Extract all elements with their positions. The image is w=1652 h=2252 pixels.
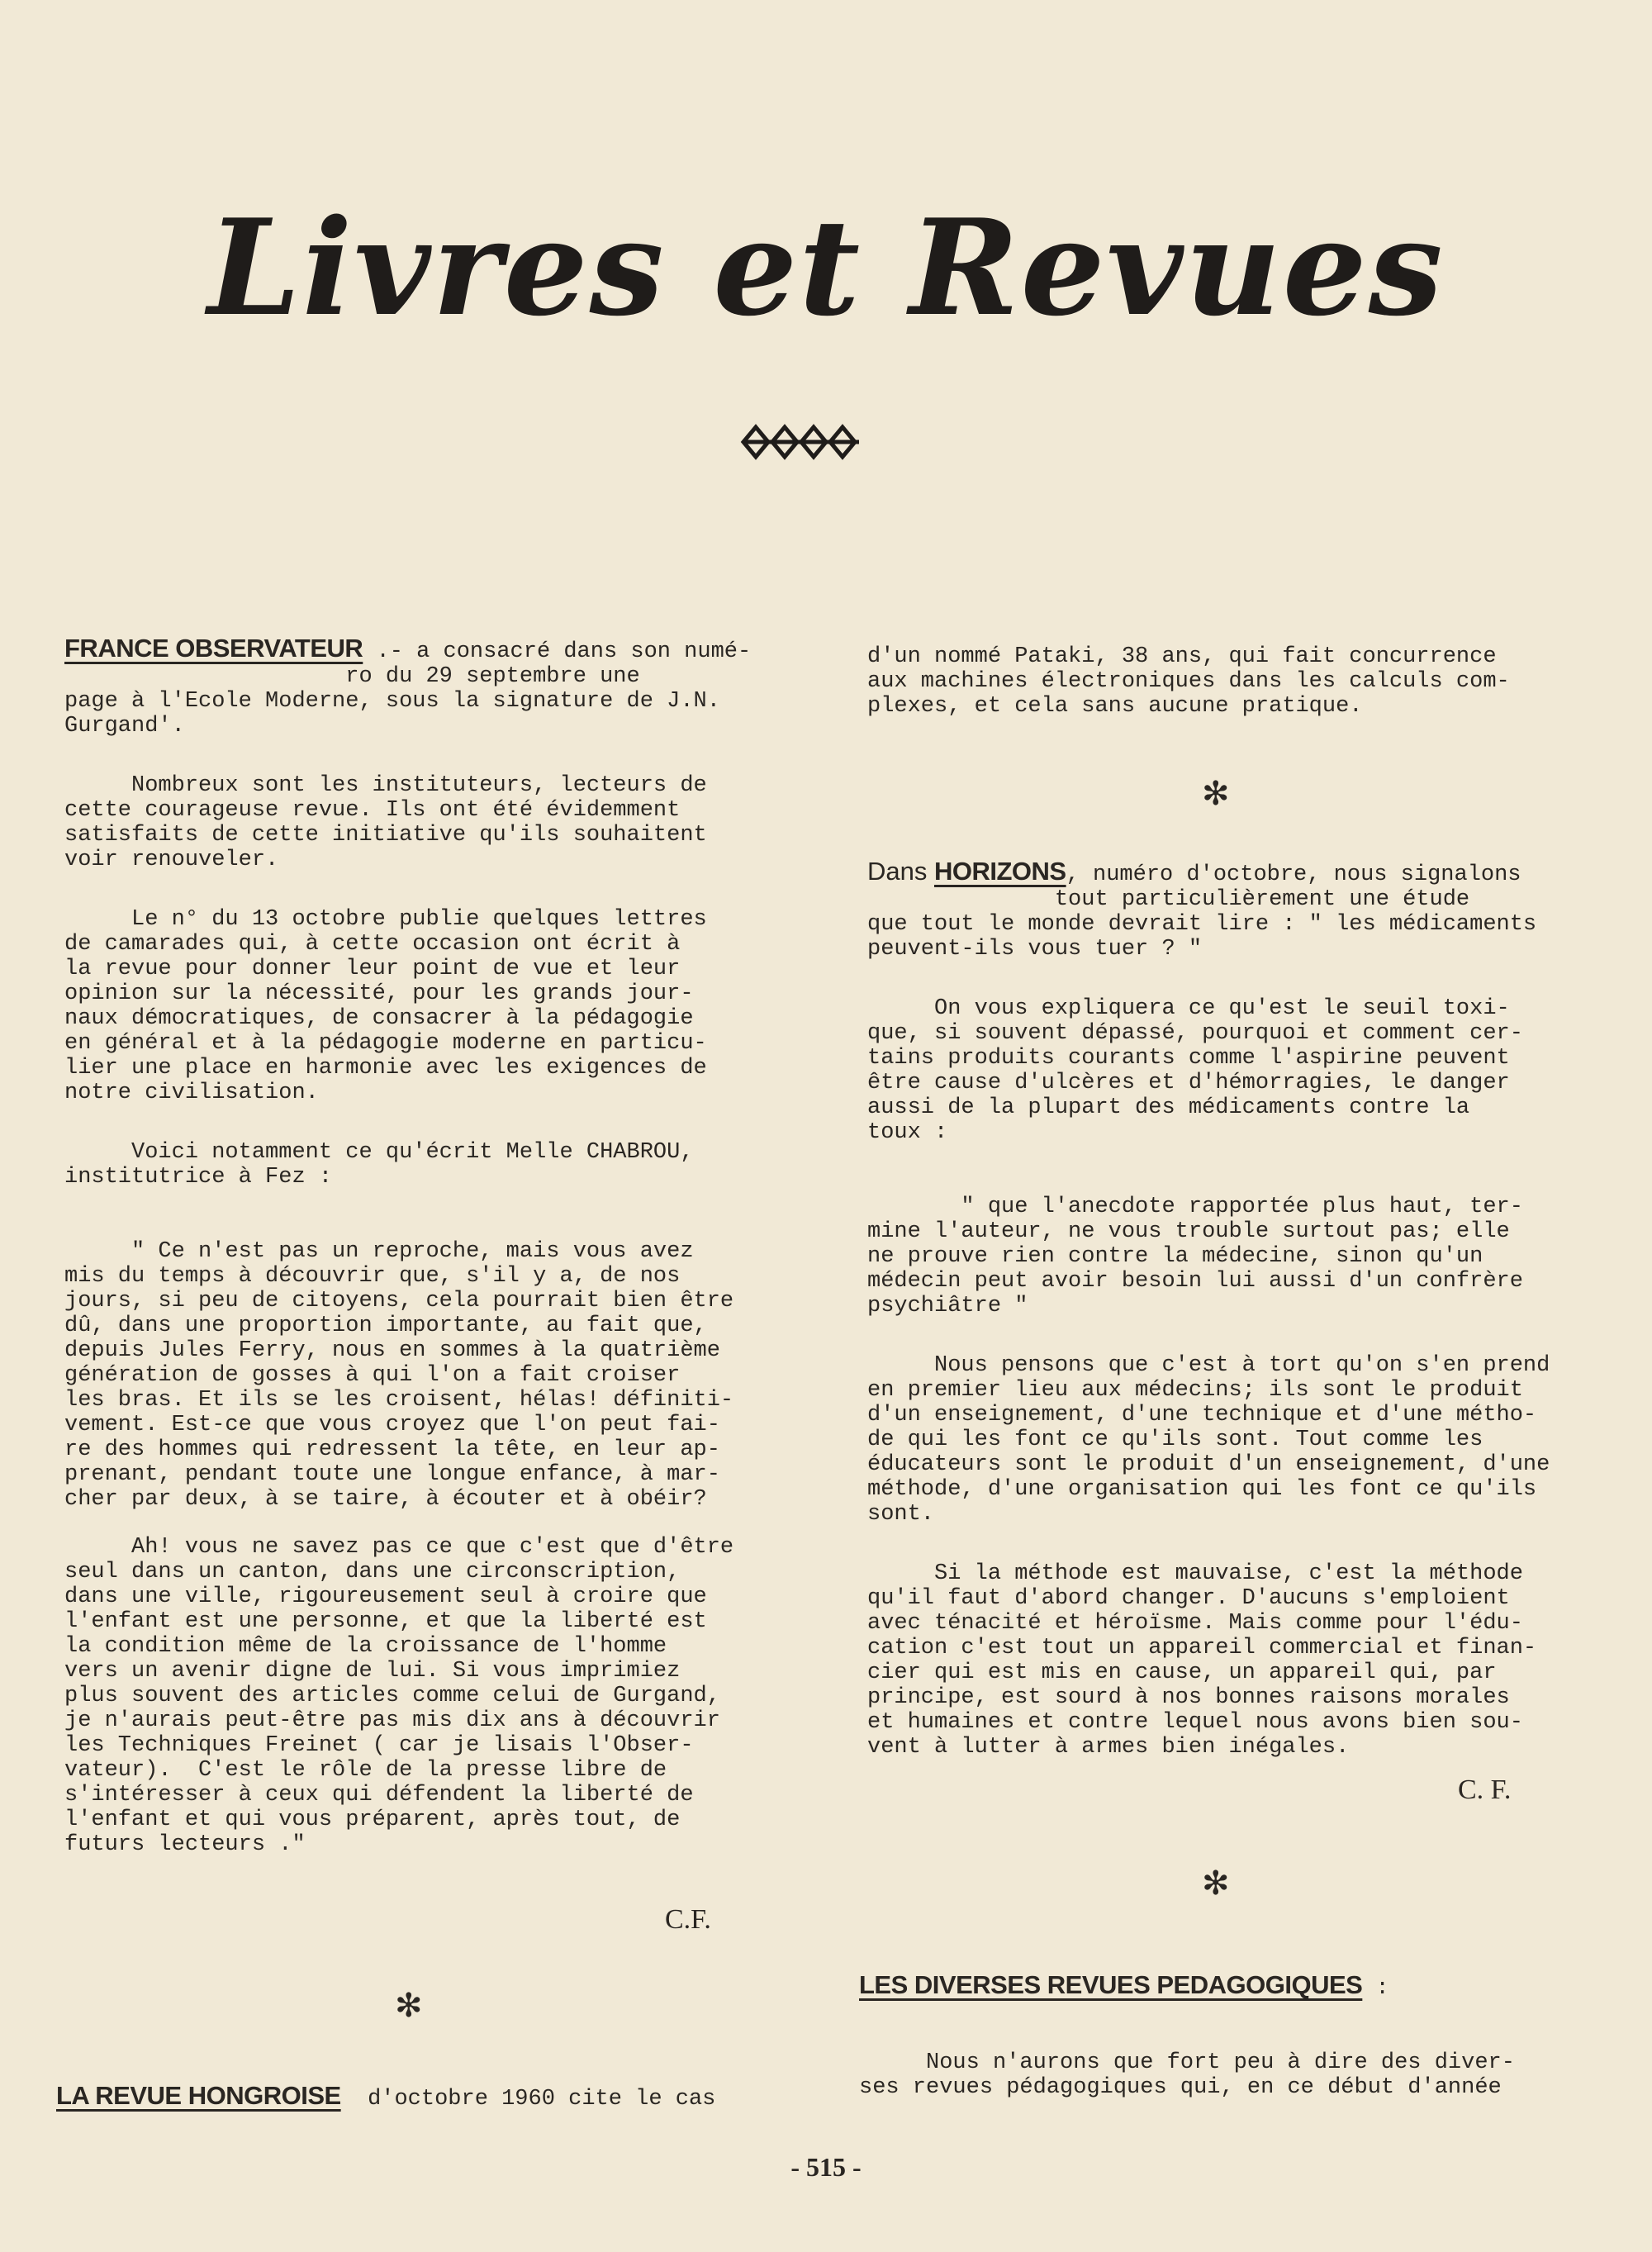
quote-paragraph: " Ce n'est pas un reproche, mais vous avez mis du temps à découvrir que, s'il y a, de nos jours, si peu de citoyens, cela pourrait bien être dû, dans une proportion importante, au fait que, depuis Jules Ferry, nous en sommes à la quatrième génération de gosses à qui l'on a fait croiser les bras. Et ils se les croisent, hélas! définiti- vement. Est-ce que vous croyez que l'on peut fai- re des hommes qui redressent la tête, en leur ap- prenant, pendant toute une longue enfance, à mar- cher par deux, à se taire, à écouter et à obéir?: [64, 1239, 734, 1512]
section-separator-star: ✻: [395, 1987, 423, 2025]
paragraph: Nombreux sont les instituteurs, lecteurs de cette courageuse revue. Ils ont été évidemment satisfaits de cette initiative qu'ils souhaitent voir renouveler.: [64, 773, 707, 872]
right-column: [867, 644, 1611, 719]
paragraph: d'un nommé Pataki, 38 ans, qui fait concurrence aux machines électroniques dans les calculs com- plexes, et cela sans aucune pratique.: [867, 644, 1510, 719]
text-line: page à l'Ecole Moderne, sous la signature de J.N.: [64, 689, 720, 714]
text-line: Gurgand'.: [64, 714, 185, 739]
signature-cf-left: C.F.: [665, 1904, 711, 1935]
signature-cf-right: C. F.: [1458, 1775, 1512, 1805]
section-heading-horizons: HORIZONS: [933, 857, 1066, 886]
section-heading-france-observateur: FRANCE OBSERVATEUR: [64, 634, 363, 663]
section-separator-star: ✻: [1202, 1865, 1230, 1903]
revues-pedagogiques-block: LES DIVERSES REVUES PEDAGOGIQUES : Nous n'aurons que fort peu à dire des diver- ses revues pédagogiques qui, en ce début d'année: [859, 1970, 1515, 2100]
section-separator-star: ✻: [1202, 775, 1230, 813]
revue-hongroise-block: LA REVUE HONGROISE d'octobre 1960 cite le cas: [56, 2081, 716, 2112]
section-heading-revues-pedagogiques: LES DIVERSES REVUES PEDAGOGIQUES: [859, 1970, 1363, 1999]
france-observateur-line1: FRANCE OBSERVATEUR .- a consacré dans son numé-: [64, 634, 752, 664]
text-line: ro du 29 septembre une: [64, 664, 640, 689]
quote-paragraph: Ah! vous ne savez pas ce que c'est que d'être seul dans un canton, dans une circonscription, dans une ville, rigoureusement seul à croire que l'enfant est une personne, et que la liberté est la condition même de la croissance de l'homme vers un avenir digne de lui. Si vous imprimiez plus souvent des articles comme celui de Gurgand, je n'aurais peut-être pas mis dix ans à découvrir les Techniques Freinet ( car je lisais l'Obser- vateur). C'est le rôle de la presse libre de s'intéresser à ceux qui défendent la liberté de l'enfant et qui vous préparent, après tout, de futurs lecteurs .": [64, 1535, 734, 1857]
quote-paragraph: " que l'anecdote rapportée plus haut, ter- mine l'auteur, ne vous trouble surtout pas; elle ne prouve rien contre la médecine, sinon qu'un médecin peut avoir besoin lui aussi d'un confrère psychiâtre ": [867, 1195, 1523, 1318]
page-title: Livres et Revues: [207, 190, 1445, 345]
left-column: [64, 636, 791, 1857]
paragraph: Voici notamment ce qu'écrit Melle CHABROU, institutrice à Fez :: [64, 1140, 694, 1190]
page-number: - 515 -: [790, 2152, 862, 2182]
paragraph: Nous pensons que c'est à tort qu'on s'en prend en premier lieu aux médecins; ils sont le produit d'un enseignement, d'une technique et d'une métho- de qui les font ce qu'ils sont. Tout comme les éducateurs sont le produit d'un enseignement, d'une méthode, d'une organisation qui les font ce qu'ils sont.: [867, 1353, 1550, 1527]
paragraph: Si la méthode est mauvaise, c'est la méthode qu'il faut d'abord changer. D'aucuns s'emploient avec ténacité et héroïsme. Mais comme pour l'édu- cation c'est tout un appareil commercial et finan- cier qui est mis en cause, un appareil qui, par principe, est sourd à nos bonnes raisons morales et humaines et contre lequel nous avons bien sou- vent à lutter à armes bien inégales.: [867, 1561, 1537, 1760]
section-heading-revue-hongroise: LA REVUE HONGROISE: [56, 2081, 341, 2110]
paragraph: On vous expliquera ce qu'est le seuil toxi- que, si souvent dépassé, pourquoi et comment cer- tains produits courants comme l'aspirine peuvent être cause d'ulcères et d'hémorragies, le danger aussi de la plupart des médicaments contre la toux :: [867, 996, 1523, 1145]
paragraph: Le n° du 13 octobre publie quelques lettres de camarades qui, à cette occasion ont écrit à la revue pour donner leur point de vue et leur opinion sur la nécessité, pour les grands jour- naux démocratiques, de consacrer à la pédagogie en général et à la pédagogie moderne en particu- lier une place en harmonie avec les exigences de notre civilisation.: [64, 907, 707, 1105]
horizons-block: Dans HORIZONS, numéro d'octobre, nous signalons tout particulièrement une étude que tout le monde devrait lire : " les médicaments peuvent-ils vous tuer ? " On vous expliquera ce qu'est le seuil toxi- que, si souvent dépassé, pourquoi et comment cer- tains produits courants comme l'aspirine peuvent être cause d'ulcères et d'hémorragies, le danger aussi de la plupart des médicaments contre la toux : " que l'anecdote rapportée plus haut, ter- mine l'auteur, ne vous trouble surtout pas; elle ne prouve rien contre la médecine, sinon qu'un médecin peut avoir besoin lui aussi d'un confrère psychiâtre " Nous pensons que c'est à tort qu'on s'en prend en premier lieu aux médecins; ils sont le produit d'un enseignement, d'une technique et d'une métho- de qui les font ce qu'ils sont. Tout comme les éducateurs sont le produit d'un enseignement, d'une méthode, d'une organisation qui les font ce qu'ils sont. Si la méthode est mauvaise, c'est la méthode qu'il faut d'abord changer. D'aucuns s'emploient avec ténacité et héroïsme. Mais comme pour l'édu- cation c'est tout un appareil commercial et finan- cier qui est mis en cause, un appareil qui, par principe, est sourd à nos bonnes raisons morales et humaines et contre lequel nous avons bien sou- vent à lutter à armes bien inégales.: [867, 859, 1611, 1760]
decorative-ornament: [739, 417, 863, 467]
